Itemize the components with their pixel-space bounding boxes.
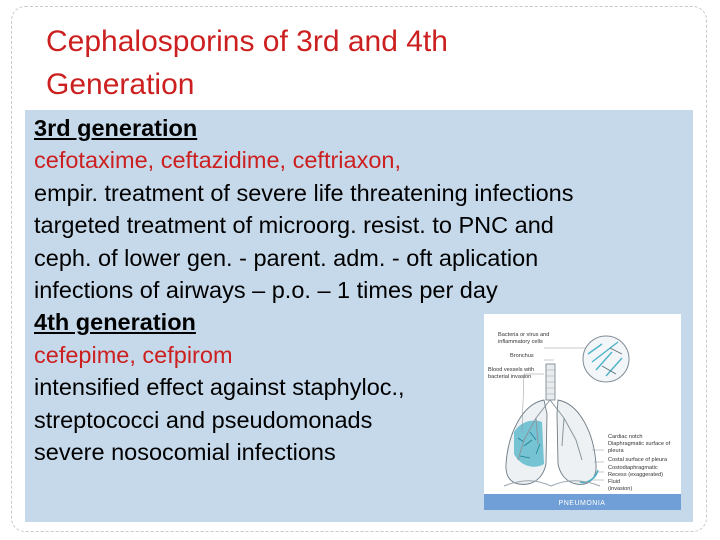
pneumonia-illustration <box>484 314 681 510</box>
label-bronchus: Bronchus <box>510 353 534 359</box>
label-invasion: (invasion) <box>608 486 633 492</box>
gen4-line: streptococci and pseudomonads <box>34 406 373 433</box>
gen3-line: infections of airways – p.o. – 1 times per day <box>34 277 498 304</box>
label-bacteria: Bacteria or virus and <box>498 332 550 338</box>
label-blood-vessels: Blood vessels with <box>488 367 535 373</box>
label-cardiac-notch: Cardiac notch <box>608 434 643 440</box>
label-inflammatory: inflammatory cells <box>498 339 543 345</box>
gen3-heading: 3rd generation <box>34 115 198 141</box>
label-diaphragmatic: Diaphragmatic surface of <box>608 441 671 447</box>
gen3-drugs: cefotaxime, ceftazidime, ceftriaxon, <box>34 147 402 174</box>
gen4-line: severe nosocomial infections <box>34 439 336 466</box>
gen3-line: empir. treatment of severe life threatening infections <box>34 179 574 206</box>
label-costal: Costal surface of pleura <box>608 457 668 463</box>
label-recess: Recess (exaggerated) <box>608 472 664 478</box>
slide-title-line2: Generation <box>46 68 195 101</box>
gen4-line: intensified effect against staphyloc., <box>34 374 405 401</box>
illustration-caption: PNEUMONIA <box>558 500 606 507</box>
label-pleura: pleura <box>608 448 624 454</box>
gen4-drugs: cefepime, cefpirom <box>34 341 233 368</box>
gen3-line: ceph. of lower gen. - parent. adm. - oft aplication <box>34 244 539 271</box>
gen3-line: targeted treatment of microorg. resist. to PNC and <box>34 212 554 239</box>
label-costodiaphragmatic: Costodiaphragmatic <box>608 465 658 471</box>
label-bacterial-invasion: bacterial invasion <box>488 374 532 380</box>
slide-title <box>46 20 646 106</box>
gen4-heading: 4th generation <box>34 309 196 336</box>
slide-title-line1: Cephalosporins of 3rd and 4th <box>46 25 448 58</box>
label-fluid: Fluid <box>608 479 621 485</box>
lungs-diagram <box>484 314 681 510</box>
